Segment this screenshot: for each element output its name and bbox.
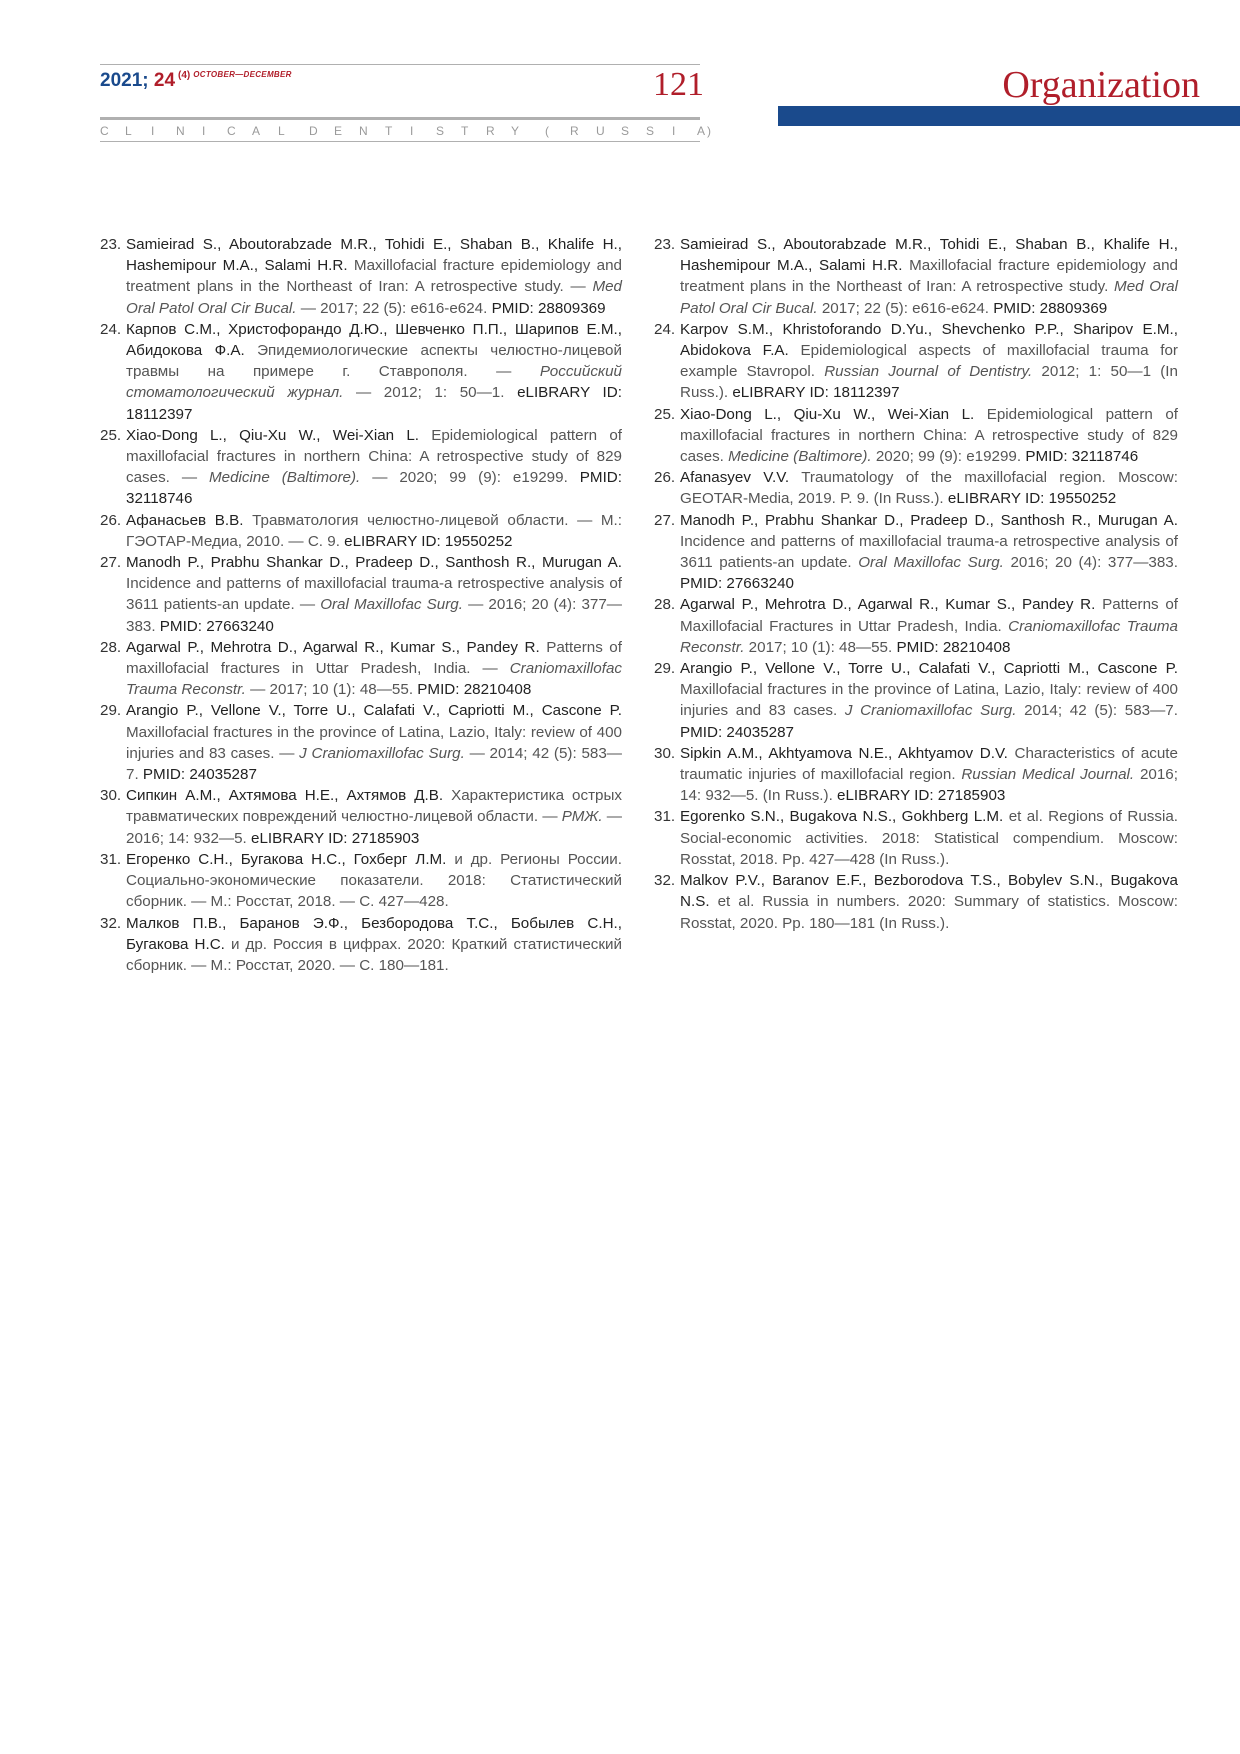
reference-title: Incidence and patterns of maxillofacial trauma-a retrospective analysis of 3611 patients-an update. —	[126, 575, 622, 614]
reference-authors: Arangio P., Vellone V., Torre U., Calafati V., Capriotti M., Cascone P.	[680, 660, 1178, 678]
reference-id: PMID: 32118746	[1025, 448, 1139, 466]
journal-letter: )	[707, 124, 711, 138]
references-english-column	[654, 234, 1178, 934]
reference-title: Эпидемиологические аспекты челюстно-лицевой травмы на примере г. Ставрополя. —	[126, 342, 622, 381]
issue-info	[100, 70, 292, 92]
journal-letter: L	[278, 124, 285, 138]
reference-item	[100, 785, 622, 849]
journal-letter: S	[621, 124, 630, 138]
reference-authors: Xiao-Dong L., Qiu-Xu W., Wei-Xian L.	[680, 405, 975, 423]
reference-id: PMID: 28809369	[491, 299, 606, 317]
reference-authors: Manodh P., Prabhu Shankar D., Pradeep D., Santhosh R., Murugan A.	[126, 554, 622, 572]
issue-year: 2021;	[100, 70, 149, 91]
journal-letter: C	[100, 124, 109, 138]
reference-id: PMID: 24035287	[142, 766, 257, 784]
reference-details: — 2020; 99 (9): e19299.	[372, 469, 568, 487]
reference-authors: Karpov S.M., Khristoforando D.Yu., Shevchenko P.P., Sharipov E.M., Abidokova F.A.	[680, 320, 1178, 360]
reference-authors: Afanasyev V.V.	[680, 469, 790, 487]
reference-authors: Сипкин А.М., Ахтямова Н.Е., Ахтямов Д.В.	[126, 787, 444, 805]
reference-details: — 2014; 42 (5): 583—7.	[126, 744, 622, 784]
reference-item	[100, 913, 622, 977]
reference-item	[654, 658, 1178, 743]
reference-id: eLIBRARY ID: 19550252	[344, 532, 513, 550]
reference-journal: Oral Maxillofac Surg.	[858, 554, 1004, 572]
reference-id: PMID: 32118746	[126, 469, 622, 508]
reference-details: 2014; 42 (5): 583—7.	[1024, 702, 1178, 720]
journal-letter: I	[151, 124, 155, 138]
reference-item	[100, 234, 622, 319]
reference-journal: Oral Maxillofac Surg.	[320, 596, 463, 614]
reference-title: Maxillofacial fractures in the province of Latina, Lazio, Italy: review of 400 injuries and 83 cases.	[680, 681, 1178, 720]
reference-number: 29.	[654, 660, 676, 678]
reference-journal: Российский стоматологический журнал.	[126, 363, 622, 402]
reference-details: — 2016; 20 (4): 377—383.	[126, 596, 622, 635]
journal-letter: T	[385, 124, 393, 138]
reference-id: eLIBRARY ID: 18112397	[126, 384, 622, 423]
reference-item	[100, 552, 622, 637]
reference-title: Patterns of maxillofacial fractures in Uttar Pradesh, India. —	[126, 638, 622, 678]
reference-journal: Craniomaxillofac Trauma Reconstr.	[126, 660, 622, 699]
reference-id: PMID: 27663240	[680, 575, 794, 593]
reference-item	[654, 806, 1178, 870]
reference-number: 32.	[100, 914, 122, 932]
reference-title: Incidence and patterns of maxillofacial trauma-a retrospective analysis of 3611 patients-an update.	[680, 532, 1178, 572]
reference-details: — 2016; 14: 932—5.	[126, 808, 622, 847]
reference-journal: J Craniomaxillofac Surg.	[299, 744, 465, 762]
journal-letter: U	[596, 124, 605, 138]
reference-journal: J Craniomaxillofac Surg.	[844, 702, 1017, 720]
reference-number: 24.	[100, 320, 122, 338]
journal-letter: A	[252, 124, 261, 138]
reference-id: PMID: 24035287	[680, 723, 794, 741]
reference-authors: Афанасьев В.В.	[126, 511, 244, 529]
page-number: 121	[653, 66, 704, 103]
reference-journal: Med Oral Patol Oral Cir Bucal.	[126, 278, 622, 317]
reference-authors: Egorenko S.N., Bugakova N.S., Gokhberg L.M.	[680, 808, 1004, 826]
journal-letter: S	[436, 124, 445, 138]
reference-number: 26.	[100, 511, 122, 529]
reference-journal: Med Oral Patol Oral Cir Bucal.	[680, 278, 1178, 317]
reference-item	[654, 870, 1178, 934]
reference-journal: Medicine (Baltimore).	[728, 448, 872, 466]
reference-journal: РМЖ.	[561, 808, 603, 826]
reference-details: 2017; 22 (5): e616-e624.	[821, 299, 990, 317]
reference-item	[100, 425, 622, 510]
reference-title: Epidemiological pattern of maxillofacial fractures in northern China: A retrospective study of 829 cases.	[680, 405, 1178, 466]
reference-item	[654, 510, 1178, 595]
reference-number: 26.	[654, 469, 676, 487]
reference-number: 30.	[654, 744, 676, 762]
reference-title: Maxillofacial fracture epidemiology and treatment plans in the Northeast of Iran: A retrospective study.	[680, 257, 1178, 296]
reference-id: PMID: 28210408	[896, 638, 1011, 656]
reference-title: Traumatology of the maxillofacial region. Moscow: GEOTAR-Media, 2019. P. 9. (In Russ.).	[680, 469, 1178, 508]
reference-number: 23.	[100, 236, 122, 253]
reference-details: — 2017; 10 (1): 48—55.	[250, 681, 414, 699]
reference-details: 2016; 20 (4): 377—383.	[1010, 554, 1178, 572]
reference-id: eLIBRARY ID: 18112397	[732, 384, 900, 402]
issue-number: (4)	[178, 70, 191, 81]
reference-number: 25.	[654, 405, 676, 423]
journal-letter: E	[334, 124, 343, 138]
header-bottom-rule	[100, 141, 700, 142]
reference-authors: Малков П.В., Баранов Э.Ф., Безбородова Т.С., Бобылев С.Н., Бугакова Н.С.	[126, 914, 622, 953]
reference-item	[654, 594, 1178, 658]
reference-item	[654, 743, 1178, 807]
reference-id: eLIBRARY ID: 27185903	[837, 787, 1006, 805]
journal-letter: R	[570, 124, 579, 138]
reference-number: 24.	[654, 320, 676, 338]
reference-title: Характеристика острых травматических повреждений челюстно-лицевой области. —	[126, 787, 622, 826]
reference-title: Epidemiological pattern of maxillofacial fractures in northern China: A retrospective study of 829 cases. —	[126, 426, 622, 487]
reference-item	[100, 849, 622, 913]
reference-authors: Sipkin A.M., Akhtyamova N.E., Akhtyamov D.V.	[680, 744, 1008, 762]
reference-item	[100, 700, 622, 785]
reference-details: 2020; 99 (9): e19299.	[875, 448, 1022, 466]
journal-letter: Y	[511, 124, 520, 138]
reference-title: Epidemiological aspects of maxillofacial trauma for example Stavropol.	[680, 342, 1178, 381]
reference-number: 30.	[100, 787, 122, 805]
journal-letter: N	[359, 124, 368, 138]
journal-letter: T	[461, 124, 469, 138]
reference-authors: Xiao-Dong L., Qiu-Xu W., Wei-Xian L.	[126, 426, 419, 444]
reference-title: et al. Regions of Russia. Social-economic activities. 2018: Statistical compendium. Moscow: Rosstat, 2018. Pp. 427—428 (In Russ.).	[680, 808, 1178, 868]
reference-authors: Malkov P.V., Baranov E.F., Bezborodova T.S., Bobylev S.N., Bugakova N.S.	[680, 872, 1178, 911]
issue-months: OCTOBER—DECEMBER	[193, 70, 292, 79]
reference-title: Maxillofacial fractures in the province of Latina, Lazio, Italy: review of 400 injuries and 83 cases. —	[126, 723, 622, 762]
section-color-bar	[778, 106, 1240, 126]
reference-number: 28.	[654, 596, 676, 614]
reference-number: 27.	[654, 511, 676, 529]
reference-authors: Егоренко С.Н., Бугакова Н.С., Гохберг Л.М.	[126, 850, 447, 868]
journal-letter: S	[646, 124, 655, 138]
reference-title: Maxillofacial fracture epidemiology and treatment plans in the Northeast of Iran: A retrospective study. —	[126, 257, 622, 296]
reference-journal: Russian Medical Journal.	[961, 766, 1135, 784]
reference-authors: Manodh P., Prabhu Shankar D., Pradeep D., Santhosh R., Murugan A.	[680, 511, 1178, 529]
references-russian-column	[100, 234, 622, 976]
journal-letter: R	[486, 124, 495, 138]
reference-title: и др. Россия в цифрах. 2020: Краткий статистический сборник. — М.: Росстат, 2020. — С. 180—181.	[126, 935, 622, 974]
reference-id: PMID: 28210408	[417, 681, 532, 699]
reference-details: 2017; 10 (1): 48—55.	[748, 638, 893, 656]
reference-item	[100, 319, 622, 425]
reference-number: 25.	[100, 426, 122, 444]
reference-title: и др. Регионы России. Социально-экономические показатели. 2018: Статистический сборник. — М.: Росстат, 2018. — С. 427—428.	[126, 850, 622, 911]
reference-authors: Agarwal P., Mehrotra D., Agarwal R., Kumar S., Pandey R.	[680, 596, 1096, 614]
reference-details: — 2012; 1: 50—1.	[356, 384, 505, 402]
reference-id: PMID: 28809369	[993, 299, 1108, 317]
reference-journal: Russian Journal of Dentistry.	[824, 363, 1033, 381]
reference-title: Patterns of Maxillofacial Fractures in Uttar Pradesh, India.	[680, 596, 1178, 635]
reference-number: 31.	[654, 808, 676, 826]
reference-item	[100, 637, 622, 701]
reference-number: 29.	[100, 702, 122, 720]
header-top-rule	[100, 64, 700, 65]
reference-details: 2016; 14: 932—5. (In Russ.).	[680, 766, 1178, 805]
reference-id: eLIBRARY ID: 27185903	[251, 829, 420, 847]
reference-item	[654, 404, 1178, 468]
reference-details: — 2017; 22 (5): e616-e624.	[300, 299, 488, 317]
section-title: Organization	[1002, 64, 1200, 106]
journal-letter: C	[227, 124, 236, 138]
reference-number: 32.	[654, 872, 676, 890]
journal-letter: L	[125, 124, 132, 138]
reference-number: 28.	[100, 638, 122, 656]
reference-authors: Samieirad S., Aboutorabzade M.R., Tohidi E., Shaban B., Khalife H., Hashemipour M.A., Salami H.R.	[680, 236, 1178, 275]
journal-letter: I	[410, 124, 414, 138]
issue-volume: 24	[153, 70, 176, 91]
reference-authors: Карпов С.М., Христофорандо Д.Ю., Шевченко П.П., Шарипов Е.М., Абидокова Ф.А.	[126, 320, 622, 360]
reference-authors: Agarwal P., Mehrotra D., Agarwal R., Kumar S., Pandey R.	[126, 638, 540, 656]
reference-number: 23.	[654, 236, 676, 253]
reference-item	[654, 467, 1178, 509]
journal-letter: I	[202, 124, 206, 138]
reference-authors: Arangio P., Vellone V., Torre U., Calafati V., Capriotti M., Cascone P.	[126, 702, 622, 720]
reference-id: PMID: 27663240	[159, 617, 274, 635]
reference-journal: Medicine (Baltimore).	[209, 469, 361, 487]
reference-number: 31.	[100, 850, 122, 868]
reference-item	[654, 319, 1178, 404]
journal-letter: I	[672, 124, 676, 138]
reference-item	[654, 234, 1178, 319]
reference-authors: Samieirad S., Aboutorabzade M.R., Tohidi E., Shaban B., Khalife H., Hashemipour M.A., Salami H.R.	[126, 236, 622, 275]
reference-title: Травматология челюстно-лицевой области. — М.: ГЭОТАР-Медиа, 2010. — С. 9.	[126, 511, 622, 550]
journal-letter: D	[309, 124, 318, 138]
reference-item	[100, 510, 622, 552]
header-middle-rule	[100, 117, 700, 120]
reference-number: 27.	[100, 554, 122, 572]
journal-letter: (	[545, 124, 549, 138]
reference-journal: Craniomaxillofac Trauma Reconstr.	[680, 617, 1178, 656]
journal-letter: A	[697, 124, 706, 138]
reference-title: Characteristics of acute traumatic injuries of maxillofacial region.	[680, 744, 1178, 784]
reference-id: eLIBRARY ID: 19550252	[947, 490, 1117, 508]
reference-details: 2012; 1: 50—1 (In Russ.).	[680, 363, 1178, 402]
reference-title: et al. Russia in numbers. 2020: Summary of statistics. Moscow: Rosstat, 2020. Pp. 180—181 (In Russ.).	[680, 893, 1178, 932]
journal-letter: N	[176, 124, 185, 138]
